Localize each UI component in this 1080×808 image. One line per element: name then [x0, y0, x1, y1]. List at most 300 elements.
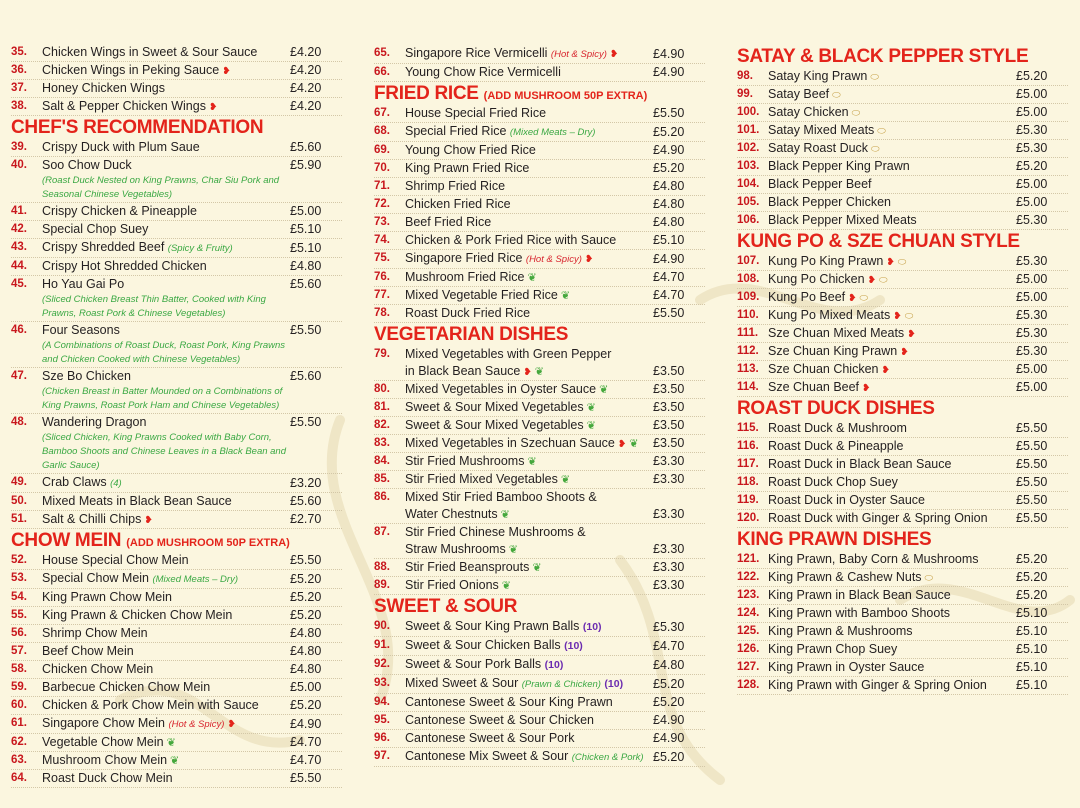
- item-name: Mushroom Chow Mein: [42, 753, 168, 767]
- menu-item: [737, 551, 1068, 569]
- chilli-icon: ❥: [144, 515, 153, 526]
- section-title: CHOW MEIN: [11, 530, 122, 551]
- item-inline-note: (4): [110, 478, 122, 489]
- item-number: 54.: [11, 591, 27, 603]
- item-name: King Prawn in Oyster Sauce: [768, 660, 925, 674]
- chilli-icon: ❥: [862, 383, 871, 394]
- item-name: Shrimp Fried Rice: [405, 179, 506, 193]
- item-price: £4.70: [290, 753, 322, 767]
- nut-icon: ⬭: [877, 126, 886, 137]
- item-price: £5.20: [1016, 69, 1048, 83]
- item-price: £5.50: [1016, 457, 1048, 471]
- item-price: £5.50: [653, 306, 685, 320]
- menu-item: [11, 493, 342, 511]
- menu-item: [11, 643, 342, 661]
- chilli-icon: ❥: [848, 293, 857, 304]
- menu-item: [737, 325, 1068, 343]
- menu-item: [11, 734, 342, 752]
- item-inline-note: (Mixed Meats – Dry): [152, 574, 238, 585]
- item-name: King Prawn in Black Bean Sauce: [768, 588, 951, 602]
- item-number: 109.: [737, 291, 760, 303]
- item-number: 81.: [374, 401, 390, 413]
- item-name: Vegetable Chow Mein: [42, 735, 164, 749]
- menu-item: [11, 589, 342, 607]
- item-price: £5.50: [290, 415, 322, 429]
- item-name: Mushroom Fried Rice: [405, 270, 525, 284]
- menu-item: [374, 214, 705, 232]
- item-number: 99.: [737, 88, 753, 100]
- item-name: Sweet & Sour Mixed Vegetables: [405, 418, 584, 432]
- nut-icon: ⬭: [859, 293, 869, 304]
- menu-item: [11, 552, 342, 570]
- item-name: Sze Chuan Mixed Meats: [768, 326, 905, 340]
- menu-item: [374, 105, 705, 123]
- item-price: £4.80: [653, 179, 685, 193]
- item-inline-note: (Hot & Spicy): [525, 254, 582, 265]
- item-name: Young Chow Rice Vermicelli: [405, 65, 561, 79]
- item-number: 46.: [11, 324, 27, 336]
- item-name: Sze Bo Chicken: [42, 369, 131, 383]
- item-number: 43.: [11, 241, 27, 253]
- item-name: Beef Fried Rice: [405, 215, 492, 229]
- item-name: Satay Beef: [768, 87, 830, 101]
- item-number: 83.: [374, 437, 390, 449]
- menu-item: [11, 679, 342, 697]
- menu-item: [737, 212, 1068, 230]
- item-name-line-2: Water Chestnuts: [405, 507, 498, 521]
- menu-item: [374, 381, 705, 399]
- menu-item: [374, 524, 705, 559]
- item-name: Crab Claws: [42, 475, 107, 489]
- menu-item: [737, 253, 1068, 271]
- item-price: £5.10: [1016, 660, 1048, 674]
- item-number: 66.: [374, 66, 390, 78]
- item-name: House Special Chow Mein: [42, 553, 189, 567]
- item-name: Ho Yau Gai Po: [42, 277, 125, 291]
- item-price: £4.70: [653, 288, 685, 302]
- item-price: £5.00: [1016, 380, 1048, 394]
- item-name: Chicken & Pork Chow Mein with Sauce: [42, 698, 259, 712]
- item-number: 105.: [737, 196, 760, 208]
- chilli-icon: ❥: [227, 719, 236, 730]
- item-price: £5.00: [1016, 362, 1048, 376]
- menu-item: [737, 641, 1068, 659]
- item-number: 104.: [737, 178, 760, 190]
- item-number: 103.: [737, 160, 760, 172]
- item-name: Sweet & Sour Pork Balls: [405, 657, 542, 671]
- item-name: Stir Fried Chinese Mushrooms &: [405, 525, 586, 539]
- item-price: £5.50: [1016, 475, 1048, 489]
- item-name: Cantonese Mix Sweet & Sour: [405, 749, 569, 763]
- item-number: 124.: [737, 607, 760, 619]
- menu-item: [737, 492, 1068, 510]
- menu-item: [374, 730, 705, 748]
- item-name: Four Seasons: [42, 323, 120, 337]
- item-number: 70.: [374, 162, 390, 174]
- section-title: CHEF'S RECOMMENDATION: [11, 117, 264, 138]
- menu-item: [11, 511, 342, 529]
- menu-item: [374, 305, 705, 323]
- item-number: 37.: [11, 82, 27, 94]
- menu-item: [11, 661, 342, 679]
- item-name: Roast Duck with Ginger & Spring Onion: [768, 511, 988, 525]
- item-price: £5.30: [1016, 344, 1048, 358]
- item-name: King Prawn with Bamboo Shoots: [768, 606, 951, 620]
- leaf-icon: ❦: [532, 562, 542, 574]
- nut-icon: ⬭: [904, 311, 914, 322]
- item-name: Black Pepper Mixed Meats: [768, 213, 917, 227]
- item-number: 38.: [11, 100, 27, 112]
- menu-item: [11, 715, 342, 734]
- menu-item: [11, 697, 342, 715]
- leaf-icon: ❦: [527, 456, 537, 468]
- item-quantity: (10): [564, 640, 583, 652]
- item-name: Roast Duck in Black Bean Sauce: [768, 457, 952, 471]
- leaf-icon: ❦: [586, 402, 596, 414]
- item-number: 89.: [374, 579, 390, 591]
- item-number: 52.: [11, 554, 27, 566]
- item-number: 82.: [374, 419, 390, 431]
- item-number: 68.: [374, 125, 390, 137]
- item-price: £3.50: [653, 382, 685, 396]
- item-price: £3.50: [653, 364, 685, 378]
- chilli-icon: ❥: [584, 254, 594, 265]
- item-number: 67.: [374, 107, 390, 119]
- item-price: £4.20: [290, 99, 322, 113]
- item-name: Salt & Chilli Chips: [42, 512, 142, 526]
- item-price: £5.20: [290, 572, 322, 586]
- item-number: 92.: [374, 658, 390, 670]
- item-price: £5.60: [290, 494, 322, 508]
- nut-icon: ⬭: [870, 72, 879, 83]
- item-name: Cantonese Sweet & Sour Chicken: [405, 713, 594, 727]
- item-price: £5.00: [1016, 87, 1048, 101]
- item-price: £3.50: [653, 418, 685, 432]
- item-quantity: (10): [604, 678, 624, 690]
- item-price: £5.30: [1016, 254, 1048, 268]
- section-title: KUNG PO & SZE CHUAN STYLE: [737, 231, 1020, 252]
- item-price: £4.80: [653, 658, 685, 672]
- menu-item: [11, 221, 342, 239]
- item-price: £5.10: [290, 241, 322, 255]
- menu-item: [374, 471, 705, 489]
- menu-item: [374, 178, 705, 196]
- item-number: 128.: [737, 679, 760, 691]
- item-price: £5.00: [1016, 177, 1048, 191]
- item-name: Chicken Wings in Peking Sauce: [42, 63, 220, 77]
- leaf-icon: ❦: [560, 290, 571, 302]
- item-price: £5.10: [290, 222, 322, 236]
- item-name: King Prawn & Mushrooms: [768, 624, 913, 638]
- item-name: Chicken Fried Rice: [405, 197, 511, 211]
- menu-item: [11, 276, 342, 322]
- item-price: £5.20: [1016, 552, 1048, 566]
- item-price: £5.00: [1016, 105, 1048, 119]
- item-name: Special Chop Suey: [42, 222, 149, 236]
- menu-item: [374, 399, 705, 417]
- menu-item: [11, 239, 342, 258]
- menu-column-1: [11, 44, 342, 788]
- menu-item: [737, 510, 1068, 528]
- item-name: Roast Duck & Mushroom: [768, 421, 907, 435]
- menu-item: [374, 250, 705, 269]
- item-price: £5.30: [653, 620, 685, 634]
- item-number: 94.: [374, 696, 390, 708]
- item-price: £4.80: [290, 644, 322, 658]
- item-price: £4.90: [653, 713, 685, 727]
- section-subtitle: (ADD MUSHROOM 50P EXTRA): [483, 90, 648, 102]
- item-price: £3.30: [653, 560, 685, 574]
- leaf-icon: ❦: [586, 420, 596, 432]
- item-name: Crispy Shredded Beef: [42, 240, 165, 254]
- nut-icon: ⬭: [924, 573, 934, 584]
- item-price: £5.30: [1016, 213, 1048, 227]
- menu-item: [737, 289, 1068, 307]
- menu-item: [737, 456, 1068, 474]
- menu-item: [374, 196, 705, 214]
- item-name: Cantonese Sweet & Sour Pork: [405, 731, 575, 745]
- item-price: £5.20: [290, 608, 322, 622]
- item-number: 97.: [374, 750, 390, 762]
- item-price: £5.50: [290, 323, 322, 337]
- item-name: Wandering Dragon: [42, 415, 147, 429]
- item-number: 39.: [11, 141, 27, 153]
- item-name: Mixed Vegetables with Green Pepper: [405, 347, 612, 361]
- menu-item: [737, 86, 1068, 104]
- item-price: £5.30: [1016, 308, 1048, 322]
- item-number: 88.: [374, 561, 390, 573]
- item-name: Roast Duck & Pineapple: [768, 439, 904, 453]
- item-name: Roast Duck Chop Suey: [768, 475, 898, 489]
- item-price: £5.20: [290, 590, 322, 604]
- item-price: £4.80: [653, 215, 685, 229]
- item-price: £4.90: [653, 143, 685, 157]
- item-number: 100.: [737, 106, 760, 118]
- item-name: Roast Duck Chow Mein: [42, 771, 173, 785]
- menu-item: [737, 677, 1068, 695]
- menu-item: [374, 45, 705, 64]
- item-name: Chicken Wings in Sweet & Sour Sauce: [42, 45, 258, 59]
- item-price: £3.30: [653, 507, 685, 521]
- item-name: Mixed Vegetables in Szechuan Sauce: [405, 436, 615, 450]
- item-number: 122.: [737, 571, 760, 583]
- menu-item: [374, 489, 705, 524]
- item-name: King Prawn Fried Rice: [405, 161, 530, 175]
- item-price: £5.20: [653, 750, 685, 764]
- item-number: 51.: [11, 513, 27, 525]
- item-number: 127.: [737, 661, 760, 673]
- item-number: 112.: [737, 345, 759, 357]
- item-number: 93.: [374, 677, 390, 689]
- item-inline-note: (Hot & Spicy): [168, 719, 225, 730]
- item-inline-note: (Hot & Spicy): [550, 49, 607, 60]
- chilli-icon: ❥: [886, 257, 895, 268]
- menu-item: [11, 770, 342, 788]
- menu-item: [11, 98, 342, 116]
- section-heading: [374, 323, 705, 346]
- item-price: £5.20: [1016, 588, 1048, 602]
- item-name: Kung Po Beef: [768, 290, 846, 304]
- section-title: SWEET & SOUR: [374, 596, 518, 617]
- item-price: £5.60: [290, 140, 322, 154]
- menu-item: [374, 160, 705, 178]
- item-price: £3.30: [653, 472, 685, 486]
- item-number: 78.: [374, 307, 390, 319]
- menu-item: [737, 361, 1068, 379]
- leaf-icon: ❦: [501, 580, 511, 592]
- menu-item: [11, 570, 342, 589]
- section-heading: [11, 529, 342, 552]
- item-price: £5.10: [1016, 642, 1048, 656]
- menu-item: [737, 474, 1068, 492]
- item-name: Mixed Stir Fried Bamboo Shoots &: [405, 490, 597, 504]
- item-price: £5.30: [1016, 141, 1048, 155]
- item-name: House Special Fried Rice: [405, 106, 547, 120]
- item-price: £5.50: [653, 106, 685, 120]
- item-price: £5.20: [653, 161, 685, 175]
- menu-item: [737, 158, 1068, 176]
- item-price: £5.00: [1016, 272, 1048, 286]
- item-number: 125.: [737, 625, 760, 637]
- item-price: £5.10: [1016, 624, 1048, 638]
- item-name: Salt & Pepper Chicken Wings: [42, 99, 206, 113]
- item-number: 95.: [374, 714, 390, 726]
- item-price: £3.20: [290, 476, 322, 490]
- item-price: £5.50: [1016, 511, 1048, 525]
- section-heading: [374, 595, 705, 618]
- item-name: Black Pepper Chicken: [768, 195, 891, 209]
- section-title: KING PRAWN DISHES: [737, 529, 932, 550]
- item-number: 79.: [374, 348, 390, 360]
- item-number: 50.: [11, 495, 27, 507]
- item-name: King Prawn Chow Mein: [42, 590, 172, 604]
- leaf-icon: ❦: [500, 509, 510, 521]
- menu-item: [737, 438, 1068, 456]
- section-heading: [737, 230, 1068, 253]
- item-name: Sweet & Sour King Prawn Balls: [405, 619, 580, 633]
- chilli-icon: ❥: [222, 66, 231, 77]
- menu-item: [374, 269, 705, 287]
- item-name: Sweet & Sour Chicken Balls: [405, 638, 561, 652]
- item-number: 80.: [374, 383, 390, 395]
- item-description: (Roast Duck Nested on King Prawns, Char Siu Pork and Seasonal Chinese Vegetables): [42, 175, 280, 200]
- item-inline-note: (Chicken & Pork): [571, 752, 644, 763]
- item-name: Satay Chicken: [768, 105, 849, 119]
- menu-item: [374, 656, 705, 675]
- item-number: 113.: [737, 363, 759, 375]
- item-name: Stir Fried Mushrooms: [405, 454, 525, 468]
- item-number: 102.: [737, 142, 760, 154]
- item-number: 76.: [374, 271, 390, 283]
- nut-icon: ⬭: [878, 275, 888, 286]
- menu-item: [11, 80, 342, 98]
- menu-item: [737, 420, 1068, 438]
- leaf-icon: ❦: [166, 737, 176, 749]
- item-name: King Prawn, Baby Corn & Mushrooms: [768, 552, 979, 566]
- section-heading: [737, 528, 1068, 551]
- item-number: 91.: [374, 639, 390, 651]
- section-heading: [737, 397, 1068, 420]
- item-name-line-2: in Black Bean Sauce: [405, 364, 521, 378]
- menu-item: [11, 368, 342, 414]
- item-number: 72.: [374, 198, 390, 210]
- chilli-icon: ❥: [900, 347, 909, 358]
- item-number: 71.: [374, 180, 390, 192]
- menu-item: [374, 675, 705, 694]
- item-name: Kung Po Chicken: [768, 272, 865, 286]
- section-title: FRIED RICE: [374, 83, 479, 104]
- item-number: 117.: [737, 458, 759, 470]
- item-number: 90.: [374, 620, 390, 632]
- item-number: 53.: [11, 572, 27, 584]
- item-number: 45.: [11, 278, 27, 290]
- item-number: 123.: [737, 589, 760, 601]
- item-number: 121.: [737, 553, 760, 565]
- item-name: Mixed Vegetables in Oyster Sauce: [405, 382, 597, 396]
- menu-item: [737, 68, 1068, 86]
- item-name: Mixed Sweet & Sour: [405, 676, 519, 690]
- item-price: £4.80: [290, 662, 322, 676]
- section-subtitle: (ADD MUSHROOM 50P EXTRA): [126, 537, 290, 549]
- item-name: Chicken Chow Mein: [42, 662, 154, 676]
- menu-item: [374, 435, 705, 453]
- leaf-icon: ❦: [599, 384, 609, 396]
- item-price: £4.90: [653, 47, 685, 61]
- item-price: £5.60: [290, 369, 322, 383]
- item-number: 96.: [374, 732, 390, 744]
- item-price: £5.20: [1016, 570, 1048, 584]
- nut-icon: ⬭: [851, 108, 861, 119]
- item-description: (Chicken Breast in Batter Mounded on a Combinations of King Prawns, Roast Pork Ham and Chinese Vegetables): [42, 386, 283, 411]
- item-name: Singapore Fried Rice: [405, 251, 523, 265]
- menu-item: [11, 322, 342, 368]
- nut-icon: ⬭: [871, 144, 880, 155]
- item-price: £5.20: [1016, 159, 1048, 173]
- menu-item: [11, 414, 342, 474]
- item-number: 120.: [737, 512, 760, 524]
- item-price: £5.00: [290, 204, 322, 218]
- item-number: 35.: [11, 46, 27, 58]
- item-price: £5.50: [290, 771, 322, 785]
- item-number: 36.: [11, 64, 27, 76]
- item-name: Roast Duck in Oyster Sauce: [768, 493, 926, 507]
- item-price: £3.30: [653, 542, 685, 556]
- item-name: Beef Chow Mein: [42, 644, 134, 658]
- item-number: 75.: [374, 252, 390, 264]
- item-price: £5.30: [1016, 123, 1048, 137]
- item-number: 126.: [737, 643, 760, 655]
- item-number: 98.: [737, 70, 753, 82]
- menu-item: [374, 694, 705, 712]
- chilli-icon: ❥: [617, 439, 627, 450]
- section-heading: [737, 45, 1068, 68]
- item-price: £5.20: [653, 677, 685, 691]
- item-number: 84.: [374, 455, 390, 467]
- section-heading: [374, 82, 705, 105]
- menu-item: [374, 64, 705, 82]
- item-name: King Prawn & Chicken Chow Mein: [42, 608, 233, 622]
- chilli-icon: ❥: [881, 365, 890, 376]
- item-name: Shrimp Chow Mein: [42, 626, 148, 640]
- menu-item: [374, 637, 705, 656]
- item-price: £4.80: [290, 259, 322, 273]
- menu-item: [737, 104, 1068, 122]
- item-number: 114.: [737, 381, 759, 393]
- item-quantity: (10): [582, 621, 602, 633]
- menu-item: [374, 618, 705, 637]
- menu-item: [737, 122, 1068, 140]
- item-name: Kung Po Mixed Meats: [768, 308, 891, 322]
